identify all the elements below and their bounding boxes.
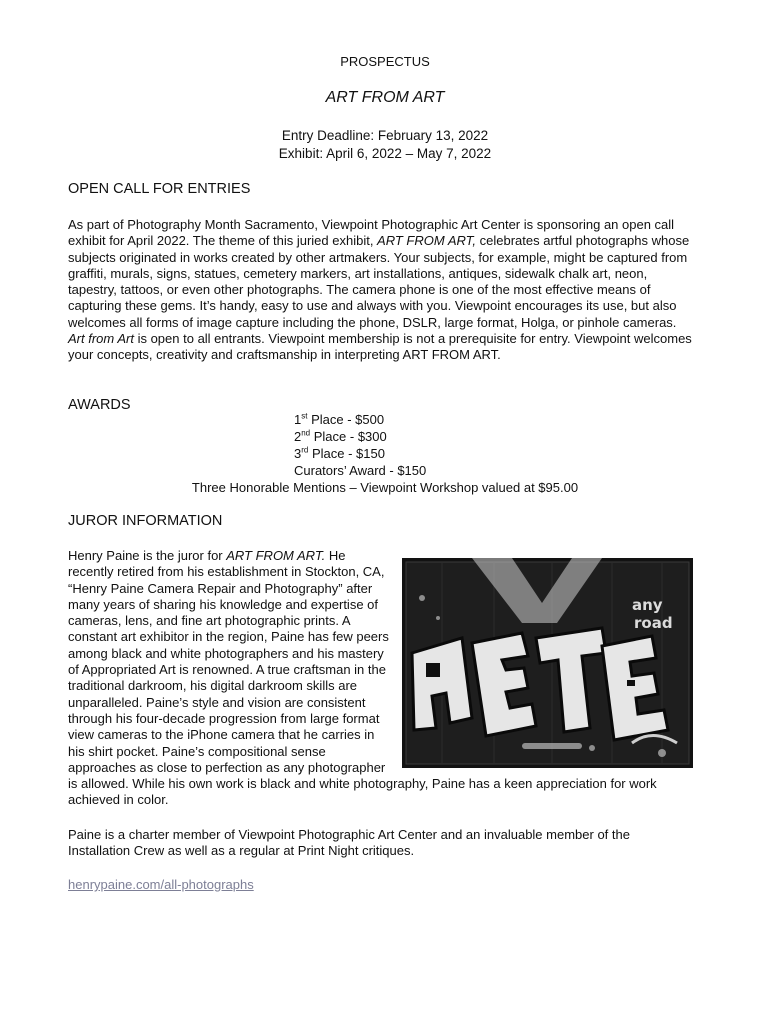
award-third-sup: rd — [301, 445, 309, 455]
award-first-sup: st — [301, 411, 308, 421]
award-second-rest: Place - $300 — [310, 429, 387, 444]
svg-text:road: road — [634, 614, 673, 632]
open-call-em-1: ART FROM ART, — [377, 233, 477, 249]
award-third-rest: Place - $150 — [308, 446, 385, 461]
award-first-rest: Place - $500 — [307, 412, 385, 427]
exhibit-dates: Exhibit: April 6, 2022 – May 7, 2022 — [278, 146, 492, 161]
juror-text-2: He recently retired from his establishment in Stockton, CA, “Henry Paine Camera Repair and Photography” after many years of sharing his knowledge and expertise of cameras, lens, and fine art photographic prints. A constant art exhibitor in the region, Paine has few peers among black and white photographers and his mastery of Appropriated Art is renowned. A true craftsman in the traditional darkroom, his digital darkroom skills are unparalleled. Paine’s style and vision are consistent through his four-decade progression from large format view cameras to the iPhone camera that he carries in his shirt pocket. Paine’s compositional sense approaches as close to perfection as any photographer is allowed. While his own work is black and white photography, Paine has a keen appreciation for work achieved in color. — [68, 548, 657, 808]
open-call-em-2: Art from Art — [68, 331, 134, 347]
award-second-sup: nd — [301, 428, 311, 438]
juror-section — [68, 548, 693, 809]
juror-text-1: Henry Paine is the juror for — [68, 548, 227, 563]
open-call-text-1: As part of Photography Month Sacramento, Viewpoint Photographic Art Center is sponsoring an open call exhibit for April 2022. The theme of this juried exhibit, — [68, 217, 675, 249]
juror-heading: JUROR INFORMATION — [68, 513, 223, 529]
award-third-num: 3 — [294, 446, 302, 461]
juror-membership-paragraph: Paine is a charter member of Viewpoint Photographic Art Center and an invaluable member of the Installation Crew as well as a regular at Print Night critiques. — [68, 827, 630, 859]
entry-deadline: Entry Deadline: February 13, 2022 — [281, 128, 489, 143]
open-call-text-2: celebrates artful photographs whose subjects originated in works created by other artmakers. Your subjects, for example, might be captured from graffiti, murals, signs, statues, cemetery markers, art installations, antiques, sidewalk chalk art, neon, tapestry, tattoos, or even other photographs. The camera phone is one of the most effective means of capturing these gems. It’s handy, easy to use and always with you. Viewpoint encourages its use, but also welcomes all forms of image capture including the phone, DSLR, large format, Holga, or pinhole cameras. — [68, 233, 690, 330]
award-first-num: 1 — [294, 412, 302, 427]
document-kicker: PROSPECTUS — [340, 54, 430, 69]
graffiti-tag-text: any — [632, 596, 663, 614]
award-first — [294, 412, 384, 428]
awards-heading: AWARDS — [68, 397, 131, 413]
open-call-heading: OPEN CALL FOR ENTRIES — [68, 181, 251, 197]
open-call-paragraph — [68, 217, 693, 364]
award-honorable-mentions: Three Honorable Mentions – Viewpoint Workshop valued at $95.00 — [191, 480, 579, 495]
open-call-text-3: is open to all entrants. Viewpoint membership is not a prerequisite for entry. Viewpoint welcomes your concepts, creativity and craftsmanship in interpreting ART FROM ART. — [68, 331, 692, 363]
juror-em: ART FROM ART. — [226, 548, 326, 563]
document-title: ART FROM ART — [325, 89, 445, 106]
graffiti-photo — [402, 558, 693, 768]
award-second-num: 2 — [294, 429, 302, 444]
award-second — [294, 429, 387, 445]
award-third — [294, 446, 385, 462]
award-curators: Curators’ Award - $150 — [294, 463, 427, 478]
juror-website-link[interactable]: henrypaine.com/all-photographs — [68, 877, 254, 892]
dates-block — [0, 127, 770, 163]
